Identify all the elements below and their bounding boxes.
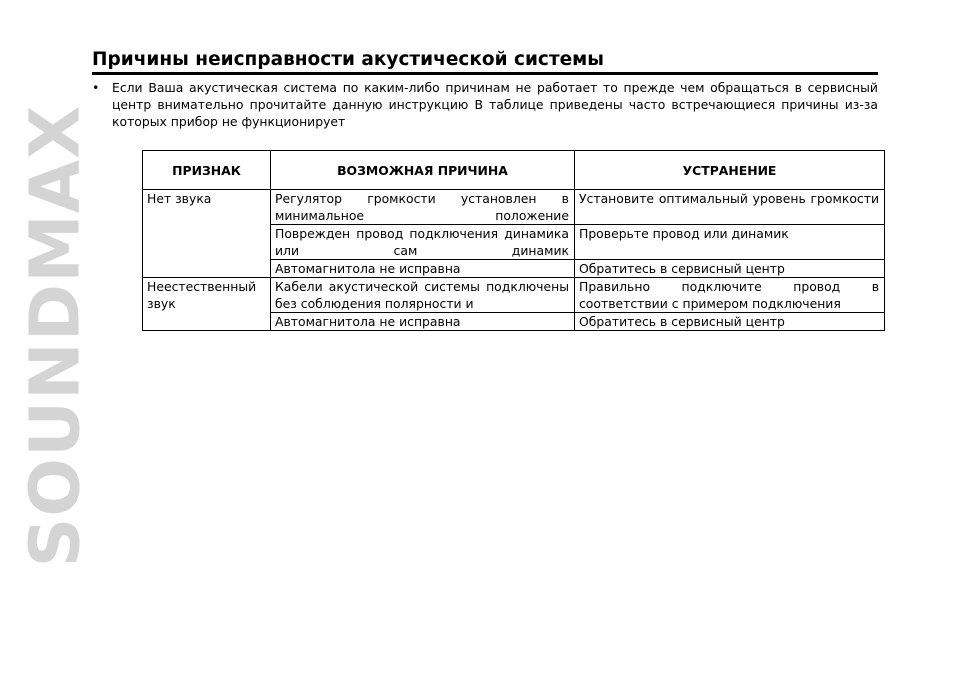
watermark-text: SOUNDMAX [15, 104, 96, 567]
fix-cell: Обратитесь в сервисный центр [575, 313, 885, 331]
intro-text: Если Ваша акустическая система по каким-либо причинам не работает то прежде чем обращаться в сервисный центр внимательно прочитайте данную инструкцию В таблице приведены часто встречающиеся причины из-за которых прибор не функционирует [112, 80, 878, 129]
cause-cell: Кабели акустической системы подключены без соблюдения полярности и [271, 278, 575, 313]
cause-cell: Регулятор громкости установлен в минимальное положение [271, 190, 575, 225]
table-row [143, 190, 885, 225]
header-cause: ВОЗМОЖНАЯ ПРИЧИНА [271, 151, 575, 190]
symptom-cell: Неестественный звук [143, 278, 271, 331]
header-fix: УСТРАНЕНИЕ [575, 151, 885, 190]
fix-cell: Правильно подключите провод в соответствии с примером подключения [575, 278, 885, 313]
symptom-cell: Нет звука [143, 190, 271, 278]
cause-cell: Поврежден провод подключения динамика или сам динамик [271, 225, 575, 260]
fix-cell: Обратитесь в сервисный центр [575, 260, 885, 278]
cause-cell: Автомагнитола не исправна [271, 260, 575, 278]
fix-cell: Проверьте провод или динамик [575, 225, 885, 260]
intro-paragraph [92, 79, 878, 130]
table-header-row [143, 151, 885, 190]
soundmax-watermark [15, 48, 96, 623]
fix-cell: Установите оптимальный уровень громкости [575, 190, 885, 225]
cause-cell: Автомагнитола не исправна [271, 313, 575, 331]
bullet-icon: • [92, 80, 100, 95]
header-symptom: ПРИЗНАК [143, 151, 271, 190]
page-title: Причины неисправности акустической системы [92, 49, 878, 75]
table-row [143, 278, 885, 313]
troubleshooting-table [142, 150, 885, 331]
